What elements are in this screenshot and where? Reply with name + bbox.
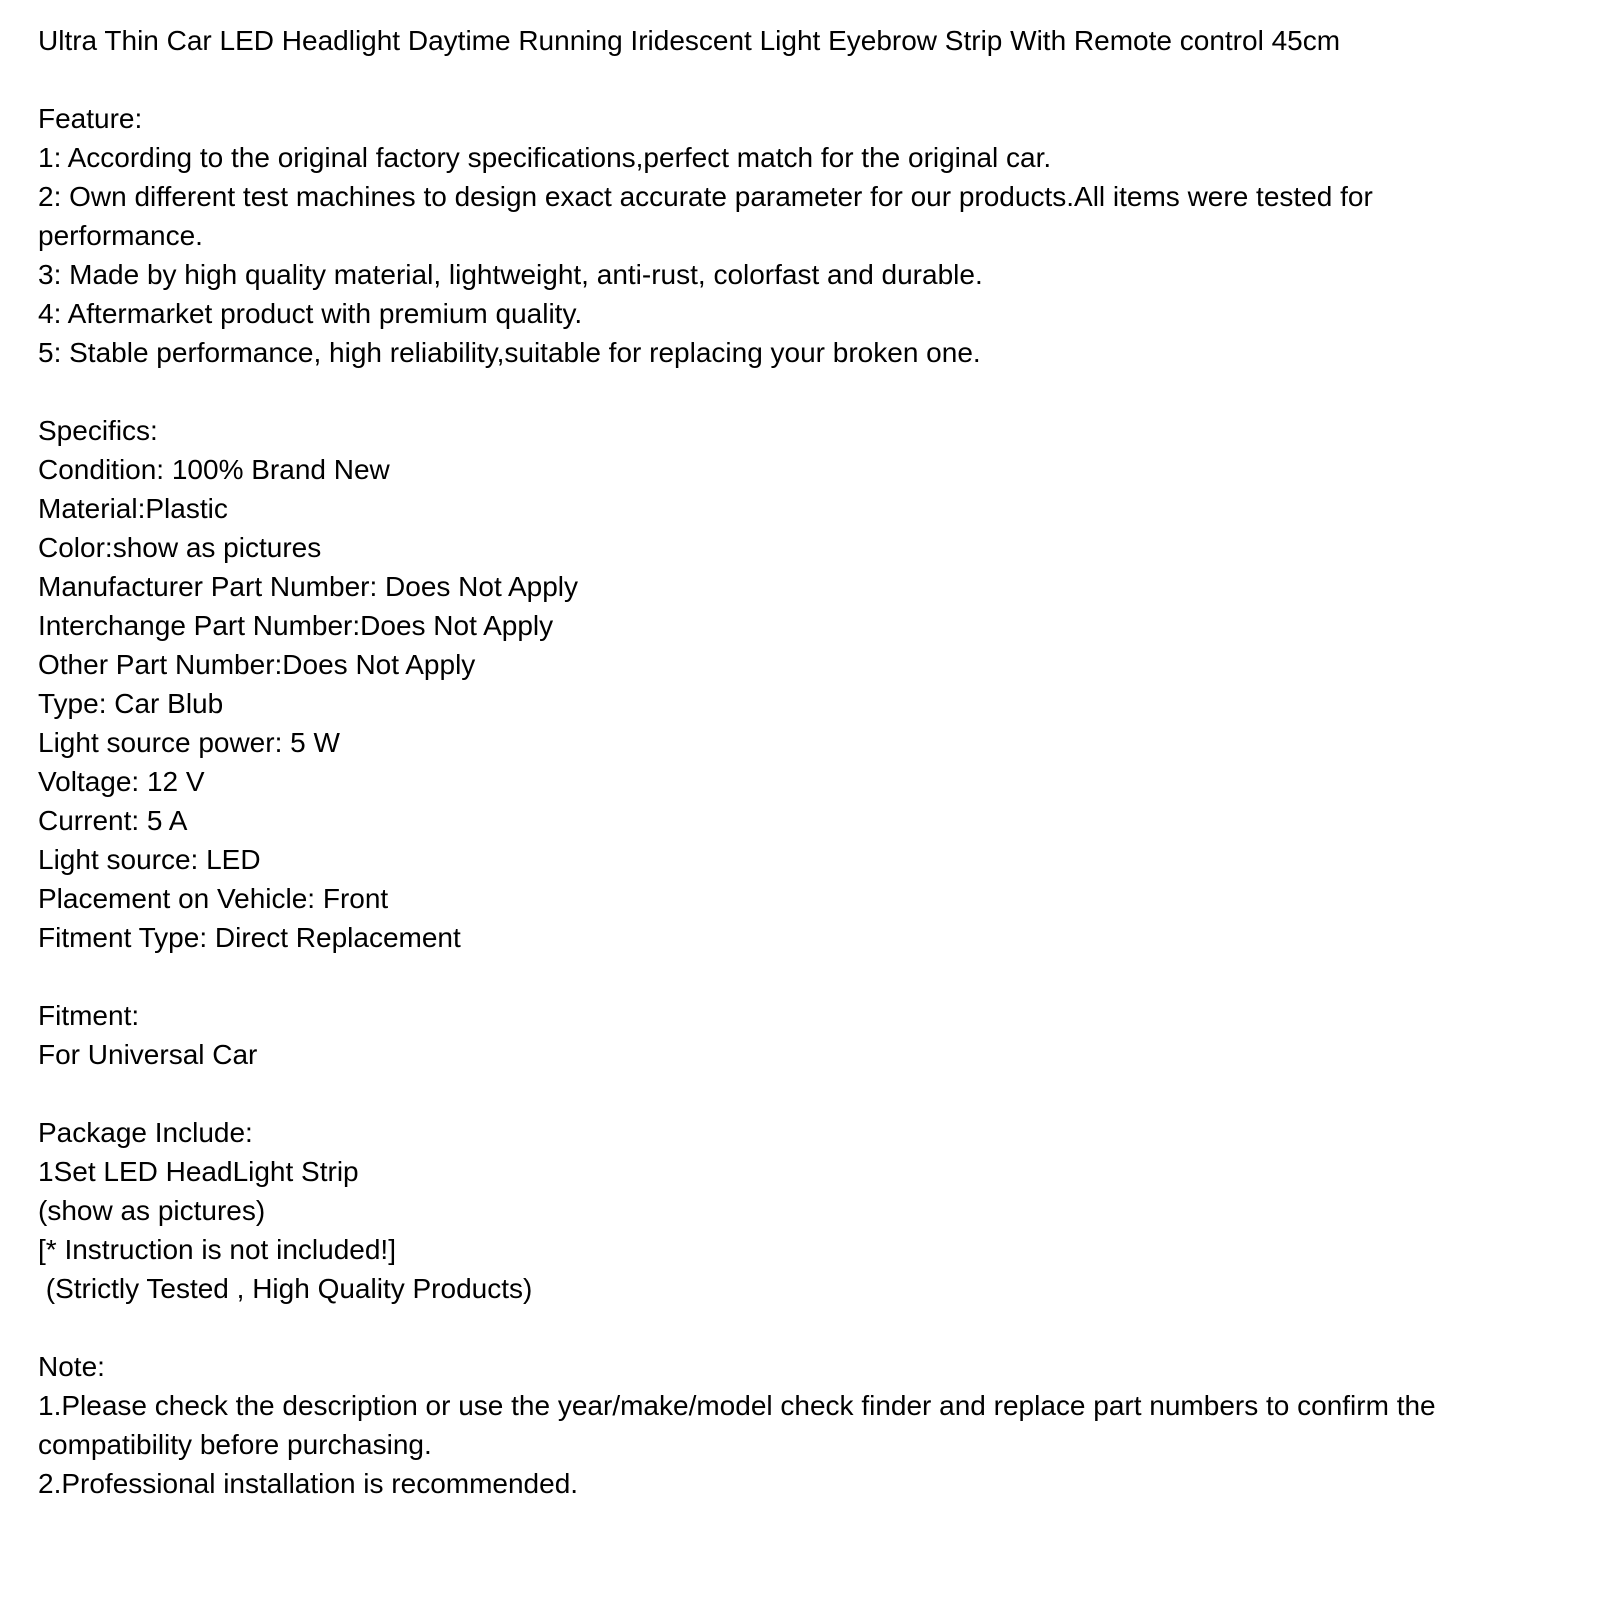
text-line: Light source: LED (38, 844, 261, 875)
text-line: 5: Stable performance, high reliability,suitable for replacing your broken one. (38, 337, 981, 368)
text-line: Voltage: 12 V (38, 766, 205, 797)
blank-line (38, 957, 1560, 996)
text-line: For Universal Car (38, 1039, 258, 1070)
text-line: 3: Made by high quality material, lightweight, anti-rust, colorfast and durable. (38, 259, 983, 290)
text-line: Current: 5 A (38, 805, 188, 836)
text-line: (Strictly Tested , High Quality Products) (38, 1273, 533, 1304)
section-heading: Fitment: (38, 1000, 140, 1031)
text-line: [* Instruction is not included!] (38, 1234, 396, 1265)
text-line: 1.Please check the description or use the year/make/model check finder and replace part numbers to confirm the (38, 1390, 1436, 1421)
blank-line (38, 60, 1560, 99)
blank-line (38, 372, 1560, 411)
text-line: 2.Professional installation is recommended. (38, 1468, 579, 1499)
text-line: 1: According to the original factory specifications,perfect match for the original car. (38, 142, 1052, 173)
section-heading: Note: (38, 1351, 105, 1382)
section-heading: Specifics: (38, 415, 158, 446)
text-line: Interchange Part Number:Does Not Apply (38, 610, 554, 641)
section-heading: Package Include: (38, 1117, 253, 1148)
text-line: performance. (38, 220, 203, 251)
blank-line (38, 1308, 1560, 1347)
text-line: Other Part Number:Does Not Apply (38, 649, 476, 680)
text-line: 1Set LED HeadLight Strip (38, 1156, 359, 1187)
text-line: Fitment Type: Direct Replacement (38, 922, 461, 953)
text-line: Light source power: 5 W (38, 727, 340, 758)
text-line: Color:show as pictures (38, 532, 322, 563)
section-heading: Feature: (38, 103, 143, 134)
document-title: Ultra Thin Car LED Headlight Daytime Running Iridescent Light Eyebrow Strip With Remote control 45cm (38, 25, 1341, 56)
text-line: Placement on Vehicle: Front (38, 883, 389, 914)
text-line: 4: Aftermarket product with premium quality. (38, 298, 583, 329)
blank-line (38, 1074, 1560, 1113)
text-line: Material:Plastic (38, 493, 228, 524)
text-line: Type: Car Blub (38, 688, 224, 719)
text-line: (show as pictures) (38, 1195, 266, 1226)
text-line: 2: Own different test machines to design exact accurate parameter for our products.All items were tested for (38, 181, 1373, 212)
text-line: Condition: 100% Brand New (38, 454, 390, 485)
text-line: Manufacturer Part Number: Does Not Apply (38, 571, 579, 602)
text-line: compatibility before purchasing. (38, 1429, 432, 1460)
